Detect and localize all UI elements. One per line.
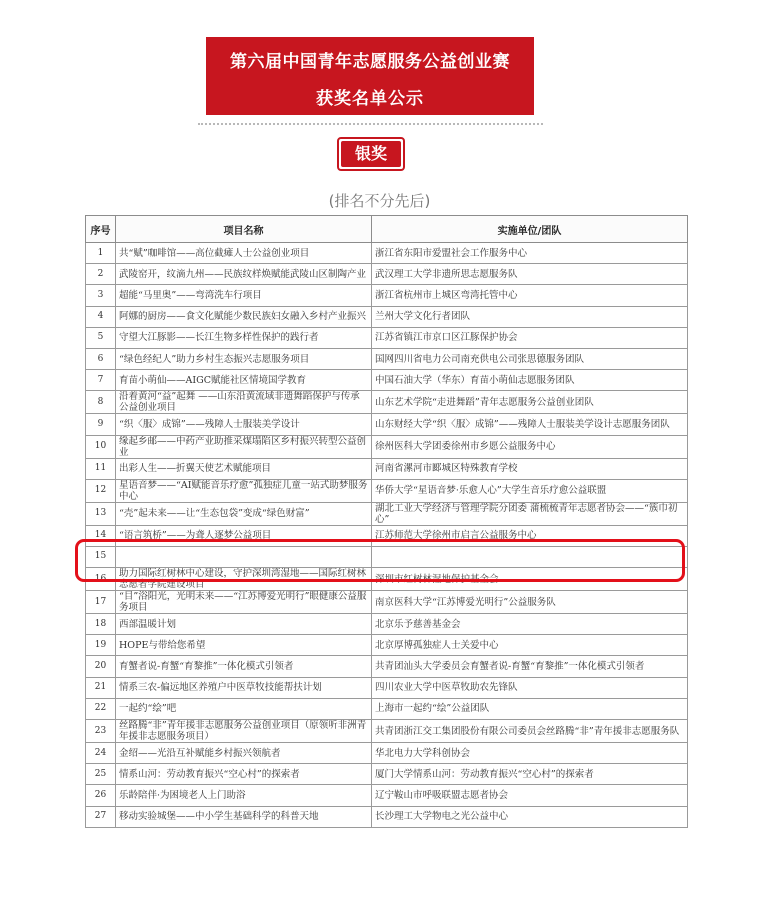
title-banner bbox=[206, 37, 534, 115]
table-row bbox=[86, 785, 688, 806]
row-number: 27 bbox=[86, 806, 116, 827]
row-number: 17 bbox=[86, 591, 116, 614]
table-row bbox=[86, 502, 688, 525]
organization: 北京乐予慈善基金会 bbox=[372, 614, 688, 635]
row-number: 1 bbox=[86, 243, 116, 264]
project-name: “壳”起未来——让“生态包袋”变成“绿色财富” bbox=[116, 502, 372, 525]
row-number: 21 bbox=[86, 677, 116, 698]
winners-table bbox=[85, 215, 688, 828]
row-number: 19 bbox=[86, 635, 116, 656]
organization: 北京厚博孤独症人士关爱中心 bbox=[372, 635, 688, 656]
project-name: 情系三农-偏远地区养殖户中医草牧技能帮扶计划 bbox=[116, 677, 372, 698]
table-row bbox=[86, 458, 688, 479]
project-name: 西部温暖计划 bbox=[116, 614, 372, 635]
table-row bbox=[86, 764, 688, 785]
table-row bbox=[86, 243, 688, 264]
table-row bbox=[86, 743, 688, 764]
project-name: 情系山河：劳动教育振兴“空心村”的探索者 bbox=[116, 764, 372, 785]
project-name: 助力国际红树林中心建设，守护深圳湾湿地——国际红树林志愿者学院建设项目 bbox=[116, 568, 372, 591]
table-row bbox=[86, 479, 688, 502]
project-name: 移动实验城堡——中小学生基础科学的科普天地 bbox=[116, 806, 372, 827]
row-number: 9 bbox=[86, 414, 116, 435]
table-row bbox=[86, 370, 688, 391]
table-row bbox=[86, 414, 688, 435]
page-subtitle: 获奖名单公示 bbox=[316, 89, 424, 109]
header-project: 项目名称 bbox=[116, 216, 372, 243]
row-number: 20 bbox=[86, 656, 116, 677]
row-number: 14 bbox=[86, 525, 116, 546]
organization: 徐州医科大学团委徐州市乡愿公益服务中心 bbox=[372, 435, 688, 458]
table-row bbox=[86, 391, 688, 414]
organization: 兰州大学文化行者团队 bbox=[372, 306, 688, 327]
award-label: 银奖 bbox=[341, 141, 401, 167]
project-name: “绿色经纪人”助力乡村生态振兴志愿服务项目 bbox=[116, 348, 372, 369]
project-name: 星语音梦——“AI赋能音乐疗愈”孤独症儿童一站式助梦服务中心 bbox=[116, 479, 372, 502]
project-name: HOPE与带给您希望 bbox=[116, 635, 372, 656]
project-name: 沿着黄河“益”起舞 ——山东沿黄流域非遗舞蹈保护与传承公益创业项目 bbox=[116, 391, 372, 414]
table-row bbox=[86, 591, 688, 614]
project-name: 育蟹者说-育蟹“育黎推”一体化模式引领者 bbox=[116, 656, 372, 677]
row-number: 16 bbox=[86, 568, 116, 591]
table-row bbox=[86, 656, 688, 677]
row-number: 18 bbox=[86, 614, 116, 635]
award-badge bbox=[337, 137, 405, 171]
table-row bbox=[86, 435, 688, 458]
organization: 辽宁鞍山市呼吸联盟志愿者协会 bbox=[372, 785, 688, 806]
row-number: 7 bbox=[86, 370, 116, 391]
row-number: 5 bbox=[86, 327, 116, 348]
header-org: 实施单位/团队 bbox=[372, 216, 688, 243]
table-row bbox=[86, 348, 688, 369]
row-number: 22 bbox=[86, 698, 116, 719]
organization: 江苏省镇江市京口区江豚保护协会 bbox=[372, 327, 688, 348]
project-name: 丝路腾“非”青年援非志愿服务公益创业项目（原领听非洲青年援非志愿服务项目） bbox=[116, 720, 372, 743]
organization: 浙江省东阳市爱盟社会工作服务中心 bbox=[372, 243, 688, 264]
row-number: 8 bbox=[86, 391, 116, 414]
row-number: 13 bbox=[86, 502, 116, 525]
table-row bbox=[86, 677, 688, 698]
organization: 共青团汕头大学委员会育蟹者说-育蟹“育黎推”一体化模式引领者 bbox=[372, 656, 688, 677]
table-row bbox=[86, 698, 688, 719]
row-number: 2 bbox=[86, 264, 116, 285]
dotted-divider bbox=[198, 123, 543, 125]
table-header-row bbox=[86, 216, 688, 243]
organization: 长沙理工大学物电之光公益中心 bbox=[372, 806, 688, 827]
project-name: 出彩人生——折翼天使艺术赋能项目 bbox=[116, 458, 372, 479]
organization: 共青团浙江交工集团股份有限公司委员会丝路腾“非”青年援非志愿服务队 bbox=[372, 720, 688, 743]
organization: 深圳市红树林湿地保护基金会 bbox=[372, 568, 688, 591]
row-number: 10 bbox=[86, 435, 116, 458]
table-row bbox=[86, 635, 688, 656]
highlight-box bbox=[75, 539, 685, 582]
organization: 国网四川省电力公司南充供电公司张思德服务团队 bbox=[372, 348, 688, 369]
row-number: 26 bbox=[86, 785, 116, 806]
organization: 山东财经大学“织〈服〉成锦”——残障人士服装美学设计志愿服务团队 bbox=[372, 414, 688, 435]
organization: 江苏师范大学徐州市启言公益服务中心 bbox=[372, 525, 688, 546]
project-name: 一起约“绘”吧 bbox=[116, 698, 372, 719]
table-row bbox=[86, 264, 688, 285]
organization: 四川农业大学中医草牧助农先锋队 bbox=[372, 677, 688, 698]
table-row bbox=[86, 806, 688, 827]
project-name: 缘起乡邮——中药产业助推采煤塌陷区乡村振兴转型公益创业 bbox=[116, 435, 372, 458]
project-name: “目”浴阳光，光明未来——“江苏博爱光明行”眼健康公益服务项目 bbox=[116, 591, 372, 614]
table-row bbox=[86, 614, 688, 635]
organization: 浙江省杭州市上城区弯湾托管中心 bbox=[372, 285, 688, 306]
page-title: 第六届中国青年志愿服务公益创业赛 bbox=[230, 52, 510, 72]
project-name: 乐龄陪伴·为困境老人上门助浴 bbox=[116, 785, 372, 806]
project-name: 阿娜的厨房——食文化赋能少数民族妇女融入乡村产业振兴 bbox=[116, 306, 372, 327]
organization: 南京医科大学“江苏博爱光明行”公益服务队 bbox=[372, 591, 688, 614]
row-number: 3 bbox=[86, 285, 116, 306]
organization: 武汉理工大学非遗所思志愿服务队 bbox=[372, 264, 688, 285]
row-number: 15 bbox=[86, 546, 116, 567]
project-name: 金绍——光沿互补赋能乡村振兴领航者 bbox=[116, 743, 372, 764]
row-number: 6 bbox=[86, 348, 116, 369]
row-number: 12 bbox=[86, 479, 116, 502]
row-number: 11 bbox=[86, 458, 116, 479]
table-row bbox=[86, 306, 688, 327]
organization: 华北电力大学科创协会 bbox=[372, 743, 688, 764]
organization: 华侨大学“星语音梦·乐愈人心”大学生音乐疗愈公益联盟 bbox=[372, 479, 688, 502]
organization: 湖北工业大学经济与管理学院分团委 蒲梳梳青年志愿者协会——“簇巾初心” bbox=[372, 502, 688, 525]
organization: 河南省漯河市郾城区特殊教育学校 bbox=[372, 458, 688, 479]
ranking-note: (排名不分先后) bbox=[328, 192, 431, 210]
project-name: 超能“马里奥”——弯湾洗车行项目 bbox=[116, 285, 372, 306]
organization: 上海市一起约“绘”公益团队 bbox=[372, 698, 688, 719]
table-row bbox=[86, 720, 688, 743]
project-name: 育苗小萌仙——AIGC赋能社区情境国学教育 bbox=[116, 370, 372, 391]
header-no: 序号 bbox=[86, 216, 116, 243]
project-name: 共“赋”咖啡馆——高位截瘫人士公益创业项目 bbox=[116, 243, 372, 264]
organization: 山东艺术学院“走进舞蹈”青年志愿服务公益创业团队 bbox=[372, 391, 688, 414]
table-row bbox=[86, 285, 688, 306]
project-name: “语言筑桥”——为聋人逐梦公益项目 bbox=[116, 525, 372, 546]
project-name: “织〈服〉成锦”——残障人士服装美学设计 bbox=[116, 414, 372, 435]
organization: 厦门大学情系山河：劳动教育振兴“空心村”的探索者 bbox=[372, 764, 688, 785]
organization: 中国石油大学（华东）育苗小萌仙志愿服务团队 bbox=[372, 370, 688, 391]
project-name: 守望大江豚影——长江生物多样性保护的践行者 bbox=[116, 327, 372, 348]
row-number: 23 bbox=[86, 720, 116, 743]
table-row bbox=[86, 327, 688, 348]
row-number: 4 bbox=[86, 306, 116, 327]
project-name: 武陵窑开，纹滴九州——民族纹样焕赋能武陵山区制陶产业 bbox=[116, 264, 372, 285]
row-number: 25 bbox=[86, 764, 116, 785]
row-number: 24 bbox=[86, 743, 116, 764]
